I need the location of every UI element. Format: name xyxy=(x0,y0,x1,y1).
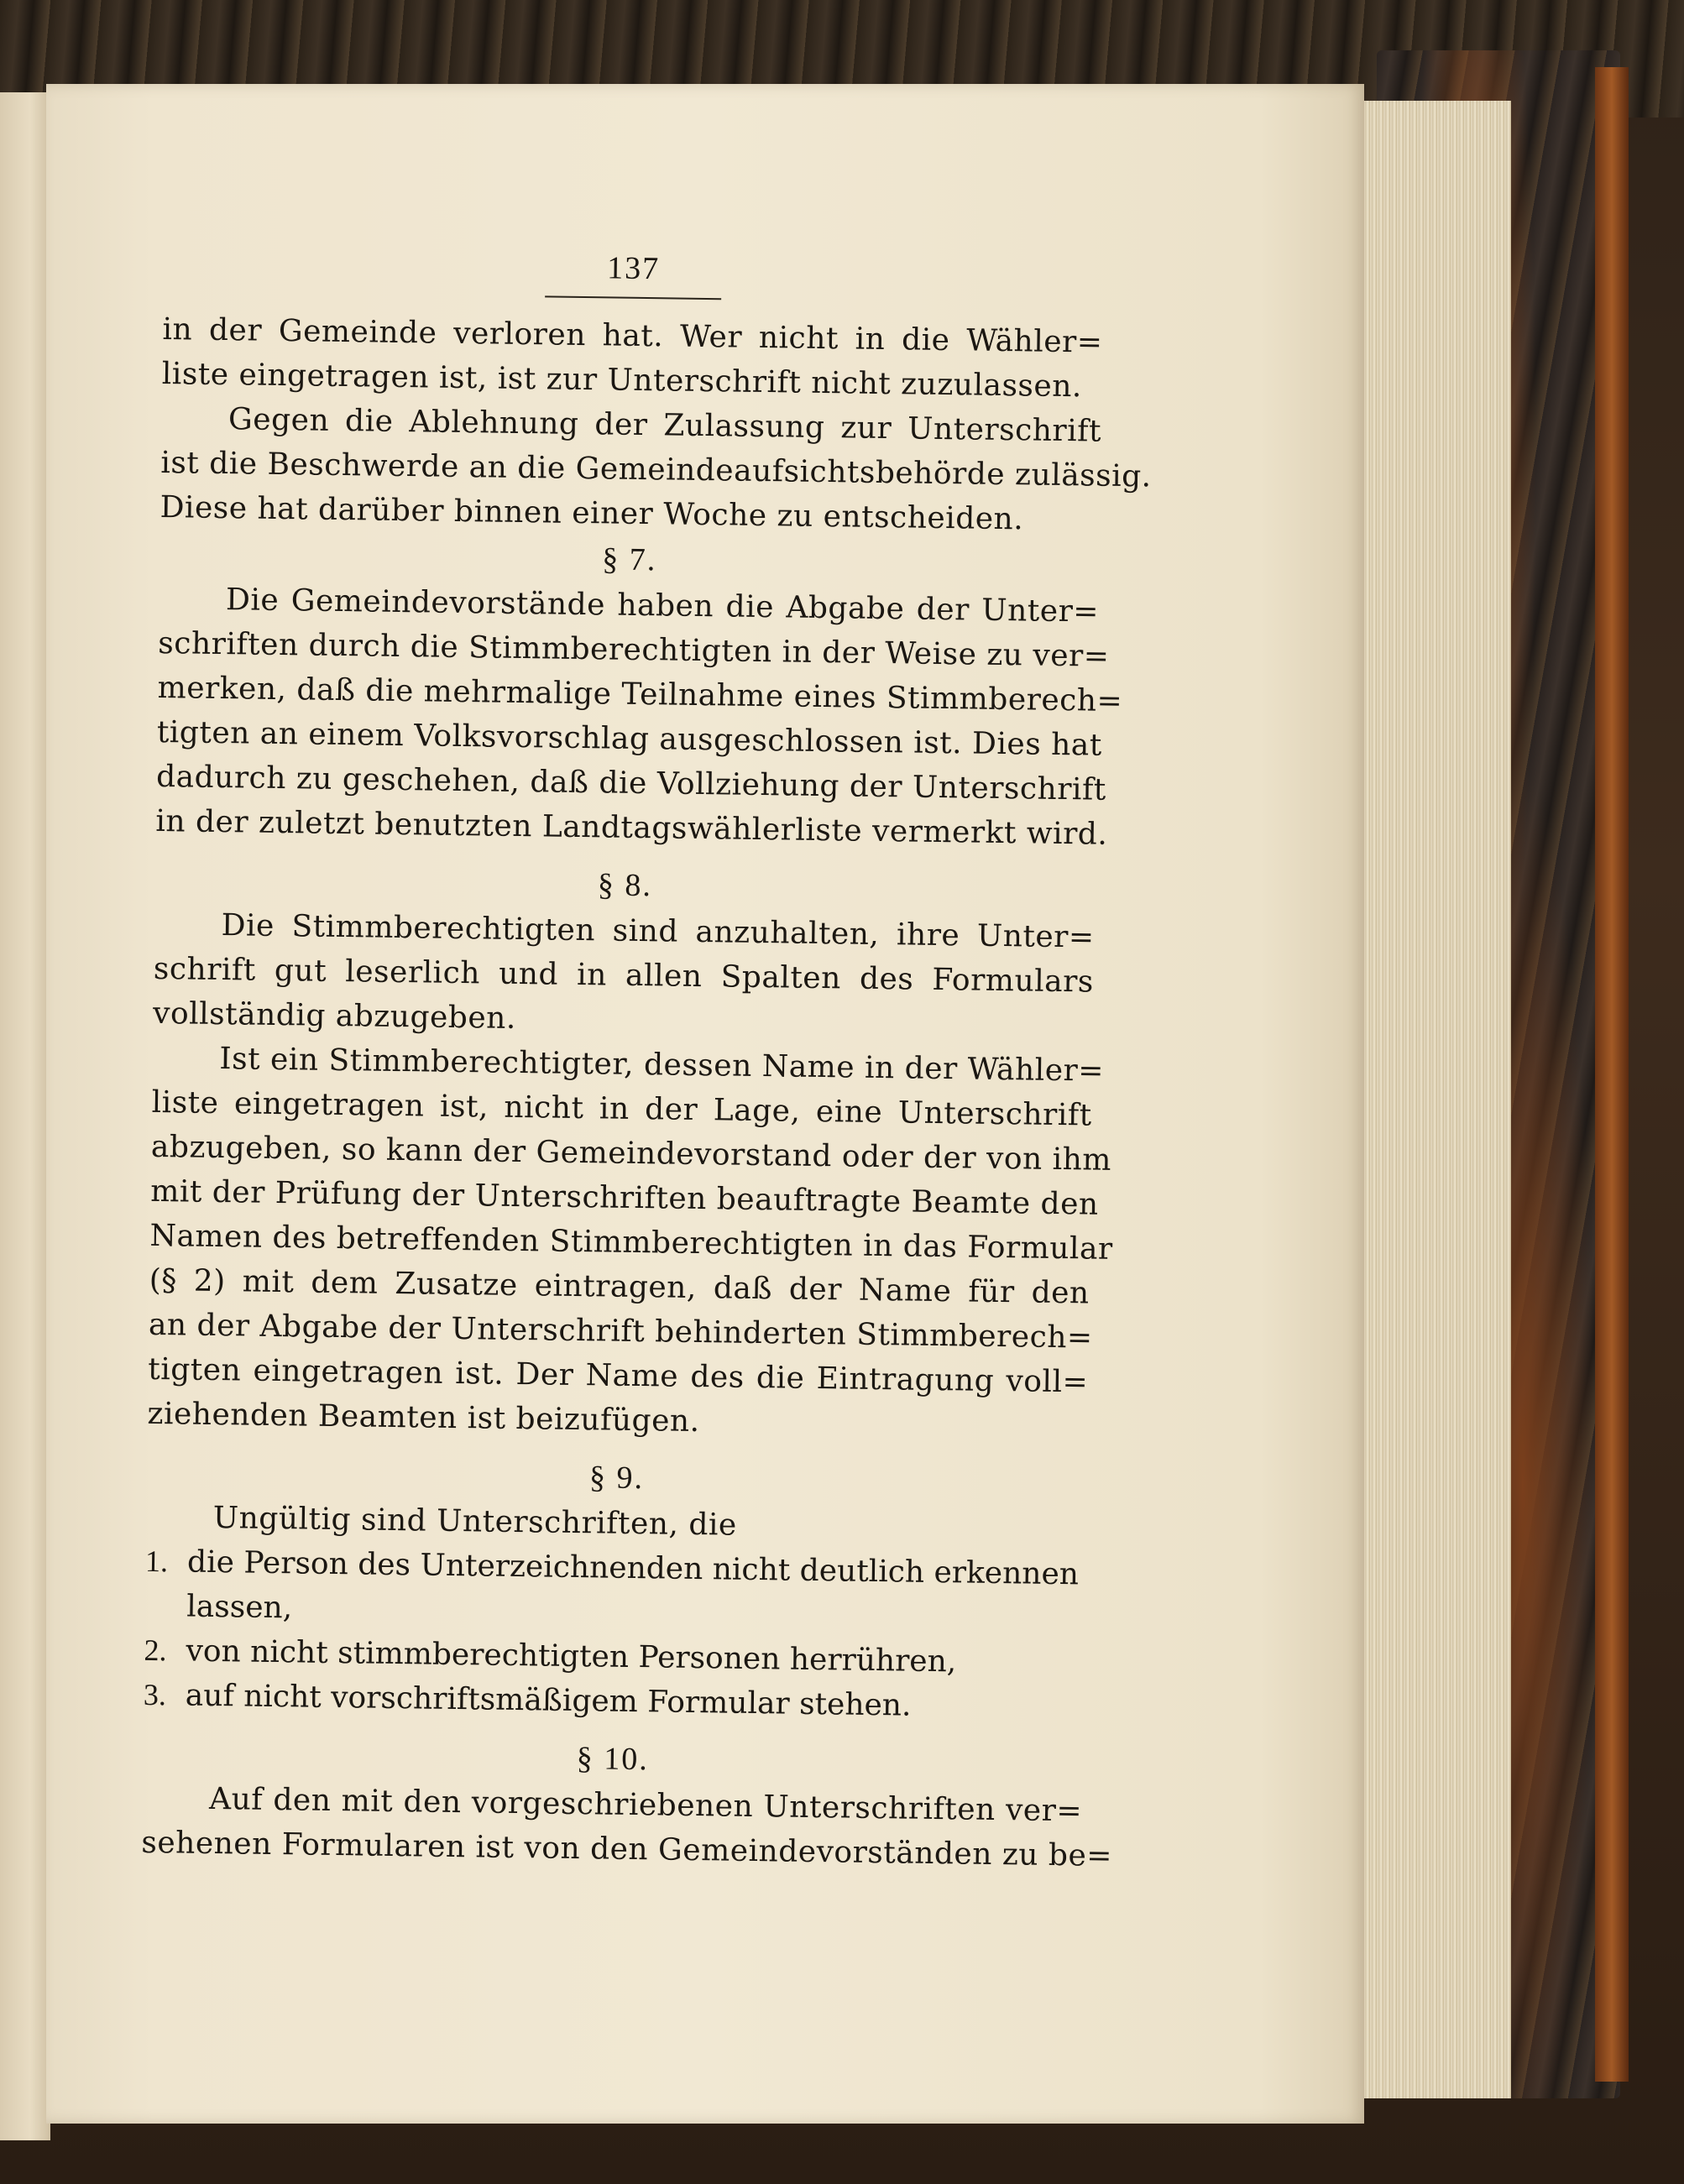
text-line: liste eingetragen ist, nicht in der Lage, eine Unterschrift xyxy=(151,1084,1092,1133)
text-line: tigten eingetragen ist. Der Name des die Eintragung voll= xyxy=(147,1351,1089,1400)
text-line: merken, daß die mehrmalige Teilnahme eines Stimmberech= xyxy=(157,670,1123,718)
text-line: Auf den mit den vorgeschriebenen Unterschriften ver= xyxy=(208,1781,1083,1829)
text-line: ziehenden Beamten ist beizufügen. xyxy=(147,1396,700,1439)
list-item-number: 1. xyxy=(144,1544,169,1579)
paragraph-beschwerde xyxy=(160,396,1152,543)
book-page xyxy=(46,84,1364,2124)
text-line: in der zuletzt benutzten Landtagswählerliste vermerkt wird. xyxy=(155,803,1108,852)
section-10 xyxy=(141,1729,1113,1878)
text-line: vollständig abzugeben. xyxy=(152,995,517,1036)
text-line: Ungültig sind Unterschriften, die xyxy=(212,1500,738,1543)
text-line: tigten an einem Volksvorschlag ausgeschlossen ist. Dies hat xyxy=(156,714,1103,763)
text-line: schrift gut leserlich und in allen Spalten des Formulars xyxy=(153,951,1095,1000)
text-line: Ist ein Stimmberechtigter, dessen Name in der Wähler= xyxy=(219,1042,1105,1089)
list-item-text: die Person des Unterzeichnenden nicht deutlich erkennen xyxy=(186,1544,1080,1592)
section-heading: § 10. xyxy=(576,1741,650,1778)
section-heading: § 8. xyxy=(597,867,653,904)
text-line: abzugeben, so kann der Gemeindevorstand oder der von ihm xyxy=(150,1129,1112,1178)
list-item-text: von nicht stimmberechtigten Personen herrühren, xyxy=(186,1633,957,1680)
section-heading: § 7. xyxy=(602,541,657,578)
text-line: dadurch zu geschehen, daß die Vollziehung der Unterschrift xyxy=(155,759,1107,807)
section-7 xyxy=(155,530,1123,857)
text-line: Die Stimmberechtigten sind anzuhalten, ihre Unter= xyxy=(221,908,1095,955)
header-rule xyxy=(545,295,721,300)
section-9 xyxy=(143,1448,1086,1731)
list-item-text: auf nicht vorschriftsmäßigem Formular stehen. xyxy=(185,1678,912,1723)
facing-page-edge xyxy=(0,92,50,2140)
text-line: Diese hat darüber binnen einer Woche zu entscheiden. xyxy=(160,489,1024,537)
text-line: an der Abgabe der Unterschrift behinderten Stimmberech= xyxy=(148,1307,1093,1356)
list-item-number: 2. xyxy=(144,1633,167,1668)
text-line: Namen des betreffenden Stimmberechtigten in das Formular xyxy=(149,1218,1113,1267)
paragraph-intro xyxy=(161,307,1102,410)
text-line: Gegen die Ablehnung der Zulassung zur Unterschrift xyxy=(227,402,1102,449)
leather-spine-edge xyxy=(1595,67,1629,2082)
text-line: ist die Beschwerde an die Gemeindeaufsichtsbehörde zulässig. xyxy=(160,445,1152,494)
text-line: liste eingetragen ist, ist zur Unterschrift nicht zuzulassen. xyxy=(161,356,1083,405)
text-line: in der Gemeinde verloren hat. Wer nicht in die Wähler= xyxy=(162,311,1103,360)
page-block-edges xyxy=(1343,101,1511,2098)
page-number: 137 xyxy=(606,250,661,287)
list-item-number: 3. xyxy=(143,1677,167,1712)
list-item-text: lassen, xyxy=(186,1589,293,1626)
section-8 xyxy=(147,855,1113,1450)
section-heading: § 9. xyxy=(588,1460,645,1497)
page-text-block xyxy=(141,243,1152,1878)
text-line: schriften durch die Stimmberechtigten in der Weise zu ver= xyxy=(158,625,1110,674)
text-line: Die Gemeindevorstände haben die Abgabe der Unter= xyxy=(225,583,1100,630)
text-line: (§ 2) mit dem Zusatze eintragen, daß der Name für den xyxy=(149,1262,1090,1311)
text-line: mit der Prüfung der Unterschriften beauftragte Beamte den xyxy=(149,1173,1099,1222)
text-line: sehenen Formularen ist von den Gemeindevorständen zu be= xyxy=(141,1825,1113,1873)
